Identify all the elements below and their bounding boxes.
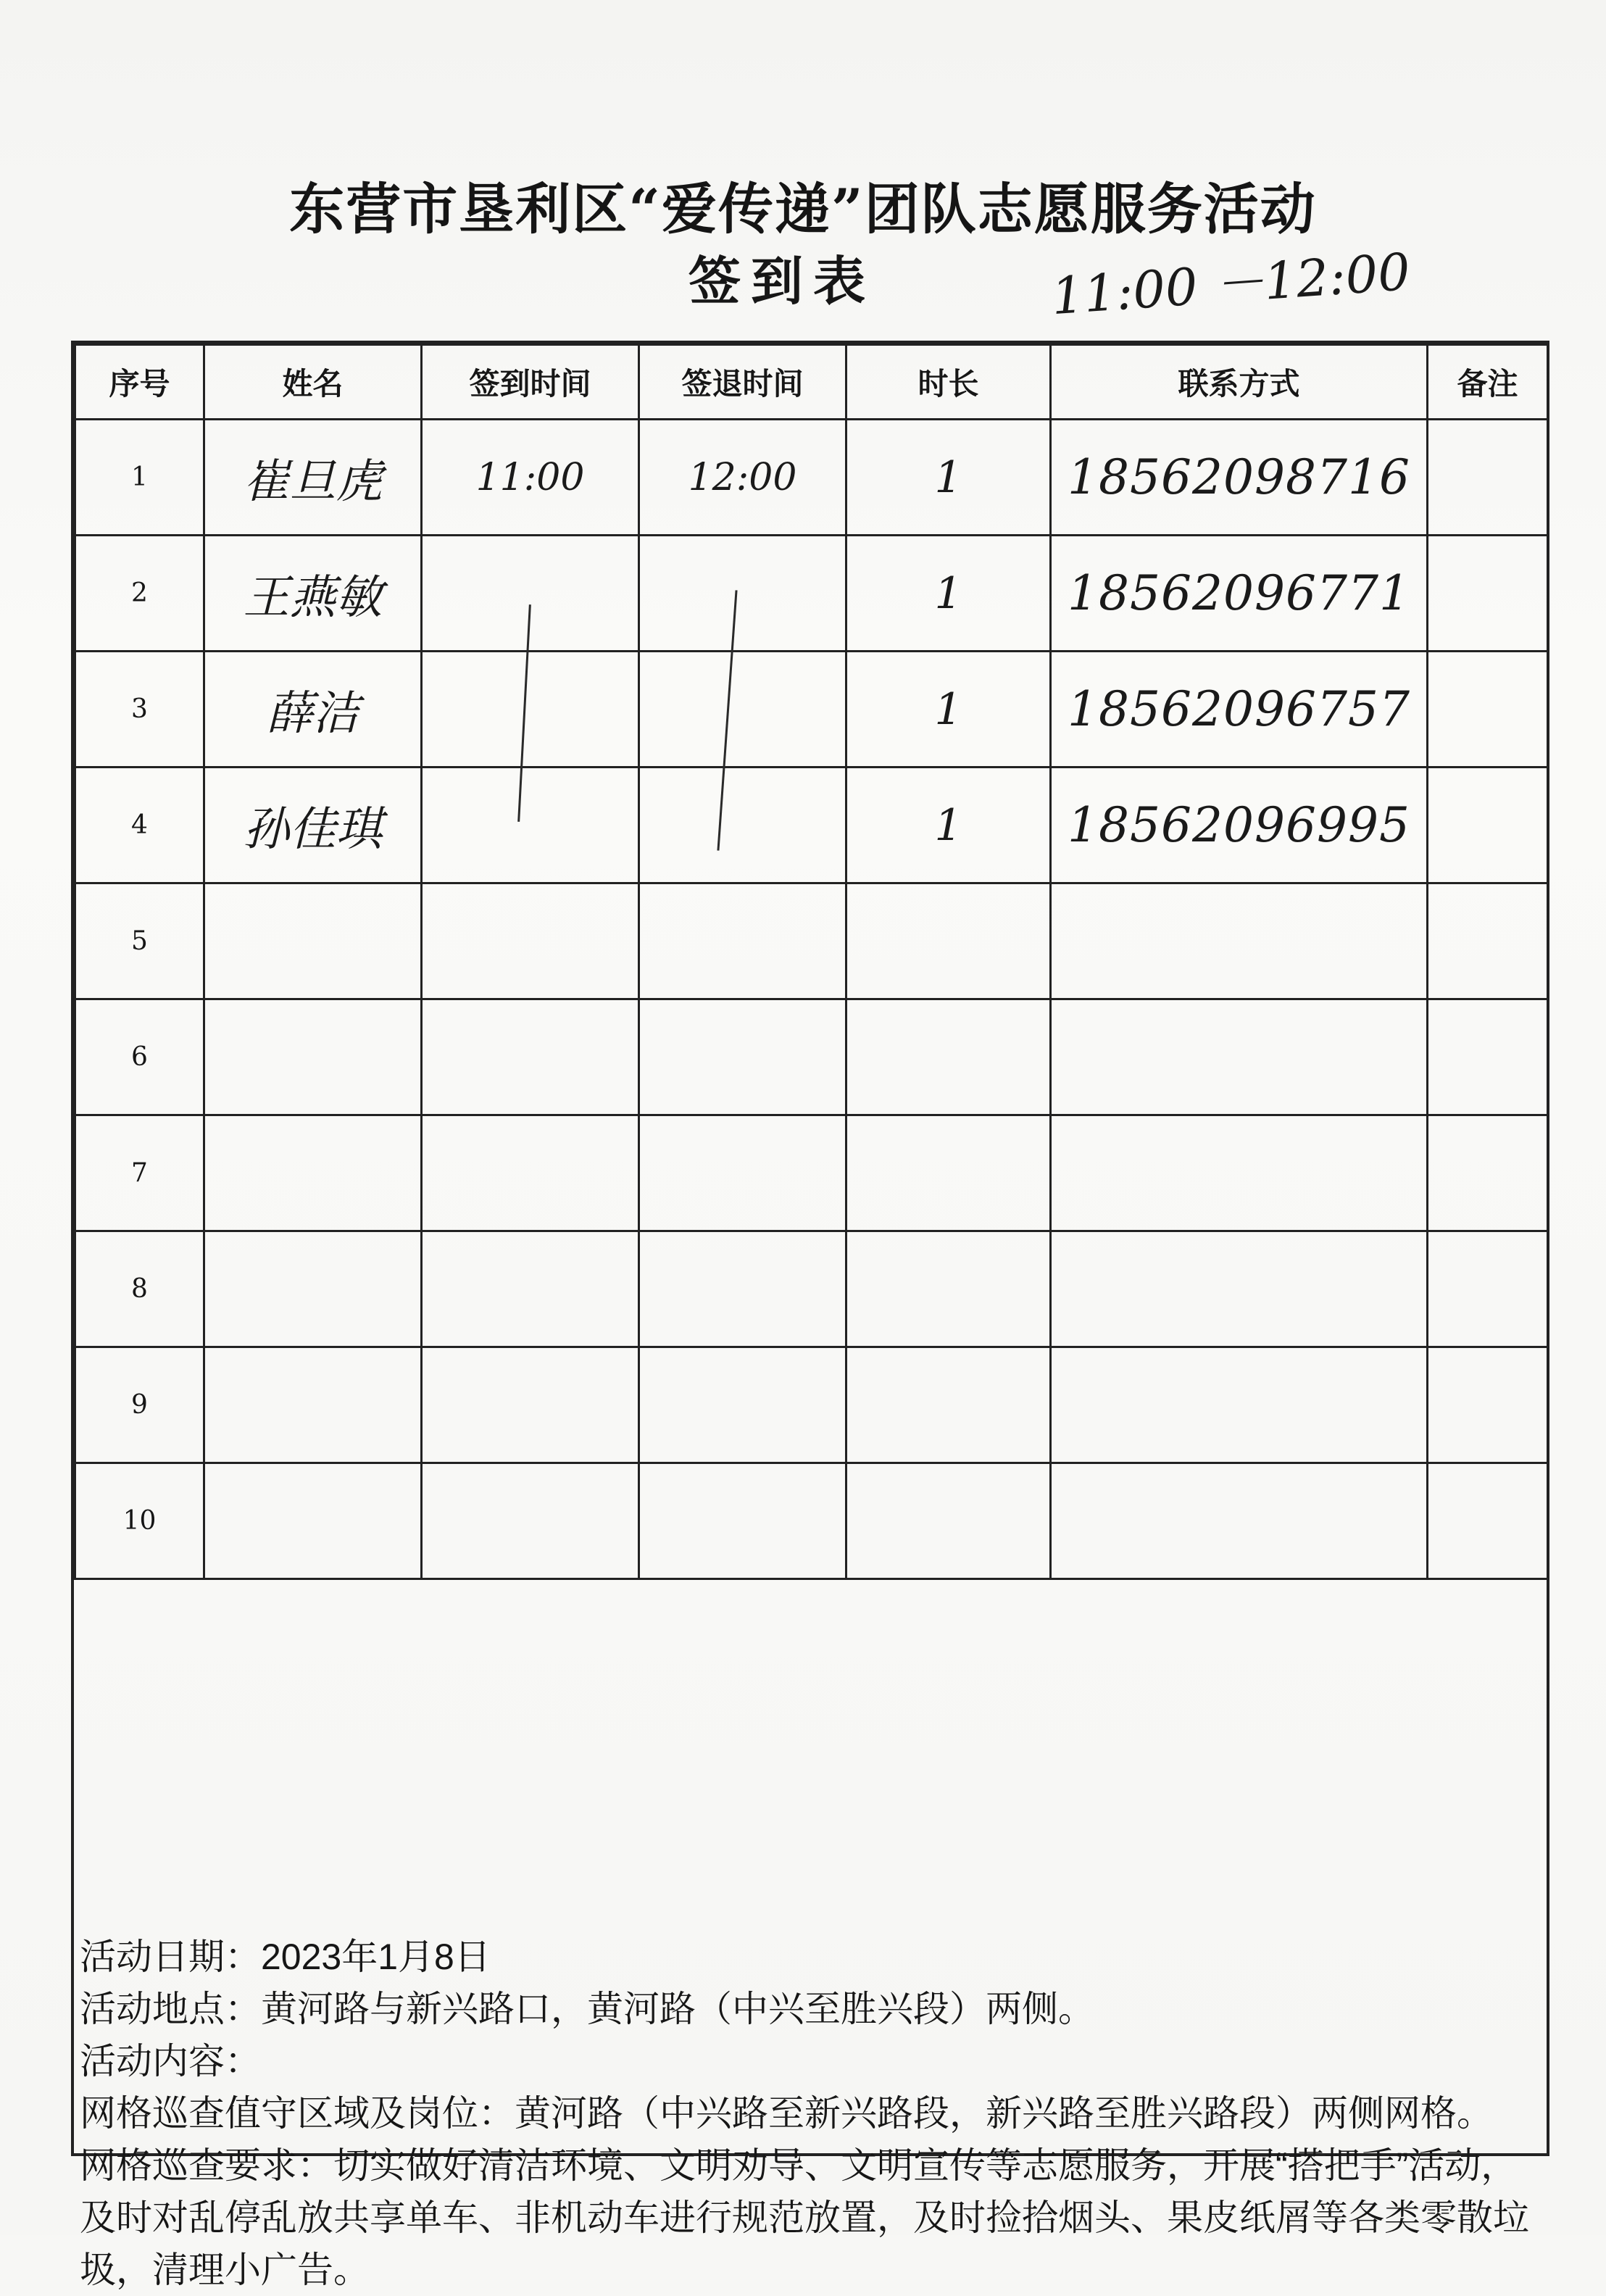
notes-cell xyxy=(1428,1463,1548,1579)
column-header-index: 序号 xyxy=(75,345,204,420)
sign-in-time xyxy=(422,1115,639,1231)
sign-out-time xyxy=(639,999,846,1115)
volunteer-name: 薛洁 xyxy=(204,652,422,768)
column-header-notes: 备注 xyxy=(1428,345,1548,420)
table-row xyxy=(75,768,1548,883)
table-row xyxy=(75,420,1548,536)
contact-phone xyxy=(1051,1463,1428,1579)
duration xyxy=(846,1115,1051,1231)
volunteer-name: 孙佳琪 xyxy=(204,768,422,883)
notes-cell xyxy=(1428,1115,1548,1231)
table-row xyxy=(75,999,1548,1115)
column-header-contact: 联系方式 xyxy=(1051,345,1428,420)
table-row xyxy=(75,652,1548,768)
sign-in-time xyxy=(422,536,639,652)
table-row xyxy=(75,1463,1548,1579)
contact-phone: 18562098716 xyxy=(1051,420,1428,536)
column-header-name: 姓名 xyxy=(204,345,422,420)
document-title: 东营市垦利区“爱传递”团队志愿服务活动 xyxy=(289,177,1317,241)
contact-phone xyxy=(1051,1231,1428,1347)
notes-cell xyxy=(1428,768,1548,883)
duration: 1 xyxy=(846,768,1051,883)
row-index: 6 xyxy=(75,999,204,1115)
sign-in-form xyxy=(71,341,1549,2290)
row-index: 4 xyxy=(75,768,204,883)
row-index: 3 xyxy=(75,652,204,768)
duration xyxy=(846,999,1051,1115)
notes-cell xyxy=(1428,1231,1548,1347)
activity-info xyxy=(80,1931,1536,2296)
contact-phone: 18562096757 xyxy=(1051,652,1428,768)
activity-date: 活动日期：2023年1月8日 xyxy=(80,1937,491,1977)
column-header-duration: 时长 xyxy=(846,345,1051,420)
volunteer-name: 崔旦虎 xyxy=(204,420,422,536)
column-header-sign-in-time: 签到时间 xyxy=(422,345,639,420)
handwritten-time-range: 11:00 －12:00 xyxy=(1049,241,1412,327)
row-index: 9 xyxy=(75,1347,204,1463)
table-header-row xyxy=(75,345,1548,420)
document-subtitle: 签到表 xyxy=(688,250,876,312)
sign-in-table xyxy=(74,344,1549,1580)
notes-cell xyxy=(1428,999,1548,1115)
contact-phone: 18562096771 xyxy=(1051,536,1428,652)
contact-phone xyxy=(1051,999,1428,1115)
row-index: 10 xyxy=(75,1463,204,1579)
row-index: 2 xyxy=(75,536,204,652)
volunteer-name xyxy=(204,1231,422,1347)
notes-cell xyxy=(1428,1347,1548,1463)
sign-out-time xyxy=(639,652,846,768)
sign-out-time xyxy=(639,536,846,652)
activity-location: 活动地点：黄河路与新兴路口，黄河路（中兴至胜兴段）两侧。 xyxy=(80,1989,1094,2029)
sign-out-time xyxy=(639,768,846,883)
duration xyxy=(846,1231,1051,1347)
sign-in-time xyxy=(422,652,639,768)
sign-in-time xyxy=(422,999,639,1115)
contact-phone xyxy=(1051,1347,1428,1463)
patrol-requirements: 网格巡查要求：切实做好清洁环境、文明劝导、文明宣传等志愿服务，开展“搭把手”活动，及时对乱停乱放共享单车、非机动车进行规范放置，及时捡拾烟头、果皮纸屑等各类零散垃圾，清理小广告。 xyxy=(80,2145,1529,2290)
table-row xyxy=(75,883,1548,999)
row-index: 1 xyxy=(75,420,204,536)
row-index: 5 xyxy=(75,883,204,999)
volunteer-name xyxy=(204,1115,422,1231)
sign-in-time xyxy=(422,883,639,999)
duration xyxy=(846,1347,1051,1463)
table-row xyxy=(75,1115,1548,1231)
sign-out-time: 12:00 xyxy=(639,420,846,536)
sign-out-time xyxy=(639,1463,846,1579)
volunteer-name xyxy=(204,1347,422,1463)
table-row xyxy=(75,1231,1548,1347)
sign-in-time xyxy=(422,1463,639,1579)
activity-content-label: 活动内容： xyxy=(80,2041,261,2081)
sign-in-time xyxy=(422,1347,639,1463)
row-index: 8 xyxy=(75,1231,204,1347)
duration xyxy=(846,883,1051,999)
duration xyxy=(846,1463,1051,1579)
table-row xyxy=(75,1347,1548,1463)
notes-cell xyxy=(1428,420,1548,536)
sign-in-time xyxy=(422,1231,639,1347)
table-row xyxy=(75,536,1548,652)
duration: 1 xyxy=(846,420,1051,536)
duration: 1 xyxy=(846,536,1051,652)
notes-cell xyxy=(1428,883,1548,999)
volunteer-name xyxy=(204,1463,422,1579)
table-body xyxy=(75,420,1548,1579)
notes-cell xyxy=(1428,536,1548,652)
contact-phone xyxy=(1051,1115,1428,1231)
sign-out-time xyxy=(639,1347,846,1463)
volunteer-name xyxy=(204,999,422,1115)
patrol-area: 网格巡查值守区域及岗位：黄河路（中兴路至新兴路段，新兴路至胜兴路段）两侧网格。 xyxy=(80,2093,1493,2134)
sign-out-time xyxy=(639,883,846,999)
column-header-sign-out-time: 签退时间 xyxy=(639,345,846,420)
contact-phone: 18562096995 xyxy=(1051,768,1428,883)
duration: 1 xyxy=(846,652,1051,768)
notes-cell xyxy=(1428,652,1548,768)
row-index: 7 xyxy=(75,1115,204,1231)
sign-out-time xyxy=(639,1115,846,1231)
sign-out-time xyxy=(639,1231,846,1347)
volunteer-name xyxy=(204,883,422,999)
sign-in-time: 11:00 xyxy=(422,420,639,536)
sign-in-time xyxy=(422,768,639,883)
volunteer-name: 王燕敏 xyxy=(204,536,422,652)
contact-phone xyxy=(1051,883,1428,999)
